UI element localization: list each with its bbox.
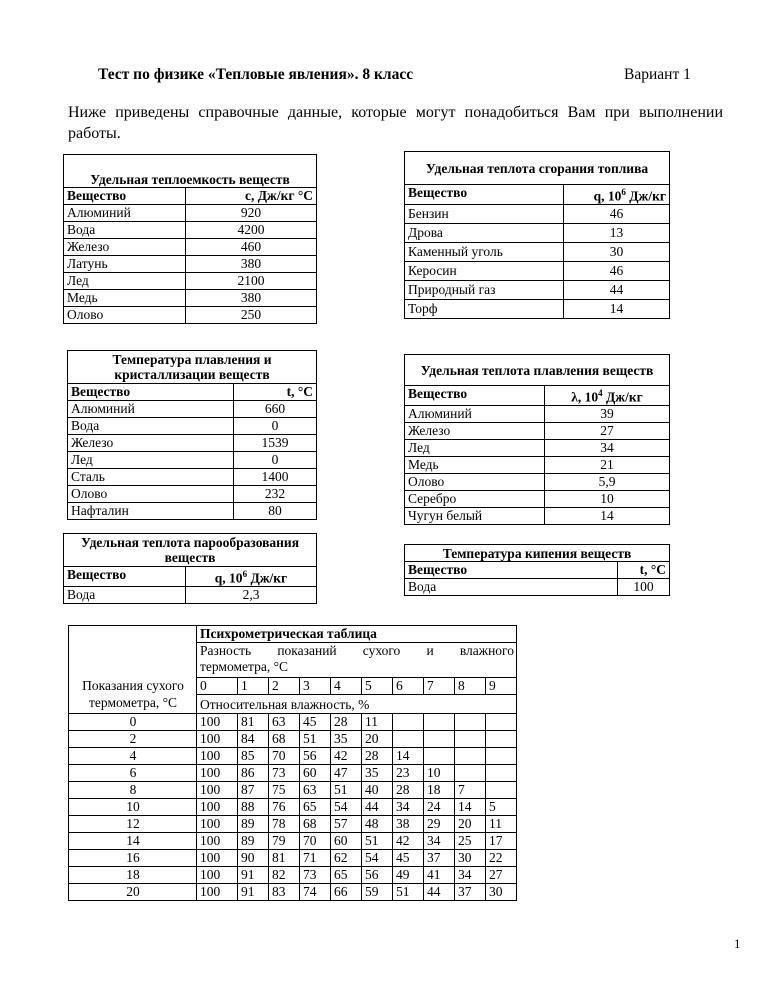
substance-cell: Алюминий xyxy=(405,405,545,422)
humidity-cell: 68 xyxy=(300,816,331,833)
combustion-col2: q, $10^6$ Дж/кг xyxy=(564,185,670,205)
humidity-cell: 10 xyxy=(424,765,455,782)
substance-cell: Олово xyxy=(64,307,186,324)
difference-cell: 5 xyxy=(362,678,393,695)
humidity-cell: 25 xyxy=(455,833,486,850)
humidity-cell: 34 xyxy=(424,833,455,850)
humidity-cell: 100 xyxy=(197,799,238,816)
humidity-cell: 65 xyxy=(331,867,362,884)
humidity-cell: 89 xyxy=(238,816,269,833)
humidity-cell: 78 xyxy=(269,816,300,833)
substance-cell: Лед xyxy=(64,273,186,290)
substance-cell: Керосин xyxy=(405,261,564,280)
fusion-row xyxy=(405,405,670,422)
value-cell: 380 xyxy=(186,256,317,273)
humidity-cell: 56 xyxy=(362,867,393,884)
psychrometric-row xyxy=(69,748,517,765)
substance-cell: Торф xyxy=(405,299,564,318)
humidity-cell: 42 xyxy=(331,748,362,765)
fusion-row xyxy=(405,490,670,507)
substance-cell: Вода xyxy=(405,579,618,596)
value-cell: 380 xyxy=(186,290,317,307)
substance-cell: Олово xyxy=(68,486,234,503)
value-cell: 2,3 xyxy=(186,586,317,603)
substance-cell: Сталь xyxy=(68,469,234,486)
value-cell: 14 xyxy=(545,507,670,524)
humidity-cell: 49 xyxy=(393,867,424,884)
value-cell: 0 xyxy=(234,452,317,469)
substance-cell: Железо xyxy=(405,422,545,439)
humidity-cell: 100 xyxy=(197,833,238,850)
substance-cell: Бензин xyxy=(405,204,564,223)
fusion-row xyxy=(405,422,670,439)
vaporization-col2: q, $10^6$ Дж/кг xyxy=(186,567,317,587)
dry-temp-cell: 2 xyxy=(69,731,197,748)
combustion-col1: Вещество xyxy=(405,185,564,205)
substance-cell: Вода xyxy=(64,586,186,603)
humidity-cell: 42 xyxy=(393,833,424,850)
psychrometric-caption: Психрометрическая таблица xyxy=(197,626,517,643)
boiling-row xyxy=(405,579,670,596)
value-cell: 1400 xyxy=(234,469,317,486)
combustion-row xyxy=(405,261,670,280)
humidity-cell: 14 xyxy=(455,799,486,816)
humidity-cell: 73 xyxy=(300,867,331,884)
substance-cell: Нафталин xyxy=(68,503,234,520)
humidity-cell: 100 xyxy=(197,782,238,799)
page-number: 1 xyxy=(734,936,741,951)
vaporization-table xyxy=(63,533,317,604)
humidity-cell: 11 xyxy=(362,714,393,731)
substance-cell: Латунь xyxy=(64,256,186,273)
humidity-cell: 85 xyxy=(238,748,269,765)
substance-cell: Каменный уголь xyxy=(405,242,564,261)
vaporization-row xyxy=(64,586,317,603)
dry-temp-cell: 14 xyxy=(69,833,197,850)
humidity-cell: 71 xyxy=(300,850,331,867)
value-cell: 660 xyxy=(234,401,317,418)
heat-capacity-row xyxy=(64,222,317,239)
value-cell: 13 xyxy=(564,223,670,242)
value-cell: 27 xyxy=(545,422,670,439)
humidity-cell: 60 xyxy=(331,833,362,850)
heat-capacity-row xyxy=(64,290,317,307)
humidity-cell: 91 xyxy=(238,884,269,901)
humidity-cell: 23 xyxy=(393,765,424,782)
boiling-col2: t, °С xyxy=(618,562,670,579)
heat-capacity-row xyxy=(64,273,317,290)
humidity-cell: 60 xyxy=(300,765,331,782)
fusion-row xyxy=(405,473,670,490)
humidity-cell: 7 xyxy=(455,782,486,799)
difference-header: Разность показаний сухого и влажного термометра, °С xyxy=(197,643,517,678)
humidity-cell xyxy=(486,748,517,765)
humidity-cell: 51 xyxy=(393,884,424,901)
variant-label: Вариант 1 xyxy=(624,66,691,83)
difference-cell: 7 xyxy=(424,678,455,695)
humidity-cell: 100 xyxy=(197,850,238,867)
combustion-row xyxy=(405,242,670,261)
humidity-cell: 63 xyxy=(269,714,300,731)
humidity-cell: 87 xyxy=(238,782,269,799)
humidity-cell: 51 xyxy=(300,731,331,748)
value-cell: 232 xyxy=(234,486,317,503)
fusion-col2: λ, $10^4$ Дж/кг xyxy=(545,386,670,406)
heat-capacity-col2: c, Дж/кг °С xyxy=(186,188,317,205)
fusion-row xyxy=(405,439,670,456)
psychrometric-row xyxy=(69,884,517,901)
humidity-cell: 54 xyxy=(362,850,393,867)
fusion-caption: Удельная теплота плавления веществ xyxy=(405,355,670,386)
substance-cell: Олово xyxy=(405,473,545,490)
dry-temp-cell: 4 xyxy=(69,748,197,765)
combustion-caption: Удельная теплота сгорания топлива xyxy=(405,152,670,185)
humidity-cell: 83 xyxy=(269,884,300,901)
combustion-table xyxy=(404,151,670,319)
humidity-cell: 56 xyxy=(300,748,331,765)
difference-cell: 6 xyxy=(393,678,424,695)
humidity-cell: 14 xyxy=(393,748,424,765)
value-cell: 5,9 xyxy=(545,473,670,490)
humidity-cell: 100 xyxy=(197,748,238,765)
psychrometric-row xyxy=(69,799,517,816)
intro-text: Ниже приведены справочные данные, которые могут понадобиться Вам при выполнении работы. xyxy=(68,104,723,142)
boiling-col1: Вещество xyxy=(405,562,618,579)
psychrometric-row xyxy=(69,731,517,748)
humidity-cell: 91 xyxy=(238,867,269,884)
psychrometric-row xyxy=(69,816,517,833)
humidity-cell: 54 xyxy=(331,799,362,816)
dry-temp-cell: 16 xyxy=(69,850,197,867)
value-cell: 46 xyxy=(564,204,670,223)
value-cell: 920 xyxy=(186,205,317,222)
humidity-cell: 88 xyxy=(238,799,269,816)
humidity-cell: 100 xyxy=(197,867,238,884)
difference-cell: 8 xyxy=(455,678,486,695)
psychrometric-row xyxy=(69,765,517,782)
humidity-cell: 73 xyxy=(269,765,300,782)
substance-cell: Лед xyxy=(405,439,545,456)
boiling-caption: Температура кипения веществ xyxy=(405,545,670,562)
humidity-cell xyxy=(486,782,517,799)
dry-temp-cell: 6 xyxy=(69,765,197,782)
value-cell: 0 xyxy=(234,418,317,435)
substance-cell: Дрова xyxy=(405,223,564,242)
humidity-cell: 76 xyxy=(269,799,300,816)
substance-cell: Лед xyxy=(68,452,234,469)
humidity-cell: 30 xyxy=(455,850,486,867)
heat-capacity-caption: Удельная теплоемкость веществ xyxy=(64,155,317,188)
heat-capacity-col1: Вещество xyxy=(64,188,186,205)
humidity-cell xyxy=(455,731,486,748)
fusion-row xyxy=(405,456,670,473)
dry-thermometer-header: Показания сухого термометра, °С xyxy=(69,626,197,714)
humidity-cell: 75 xyxy=(269,782,300,799)
psychrometric-row xyxy=(69,850,517,867)
humidity-cell: 28 xyxy=(362,748,393,765)
melting-temp-row xyxy=(68,401,317,418)
psychrometric-table xyxy=(68,625,517,901)
humidity-cell: 51 xyxy=(362,833,393,850)
psychrometric-row xyxy=(69,867,517,884)
substance-cell: Природный газ xyxy=(405,280,564,299)
humidity-cell: 79 xyxy=(269,833,300,850)
combustion-row xyxy=(405,299,670,318)
humidity-cell: 20 xyxy=(362,731,393,748)
vaporization-caption: Удельная теплота парообразования веществ xyxy=(64,534,317,567)
humidity-cell: 65 xyxy=(300,799,331,816)
value-cell: 4200 xyxy=(186,222,317,239)
value-cell: 30 xyxy=(564,242,670,261)
humidity-cell xyxy=(424,731,455,748)
value-cell: 39 xyxy=(545,405,670,422)
humidity-cell: 51 xyxy=(331,782,362,799)
value-cell: 34 xyxy=(545,439,670,456)
humidity-cell: 82 xyxy=(269,867,300,884)
humidity-cell: 41 xyxy=(424,867,455,884)
substance-cell: Железо xyxy=(64,239,186,256)
humidity-cell xyxy=(455,748,486,765)
humidity-cell: 35 xyxy=(362,765,393,782)
substance-cell: Медь xyxy=(405,456,545,473)
humidity-cell: 5 xyxy=(486,799,517,816)
melting-temp-row xyxy=(68,486,317,503)
humidity-cell: 66 xyxy=(331,884,362,901)
humidity-cell: 81 xyxy=(238,714,269,731)
value-cell: 460 xyxy=(186,239,317,256)
substance-cell: Алюминий xyxy=(64,205,186,222)
substance-cell: Алюминий xyxy=(68,401,234,418)
humidity-cell: 40 xyxy=(362,782,393,799)
humidity-cell: 27 xyxy=(486,867,517,884)
value-cell: 1539 xyxy=(234,435,317,452)
humidity-cell xyxy=(486,731,517,748)
humidity-cell: 57 xyxy=(331,816,362,833)
value-cell: 80 xyxy=(234,503,317,520)
dry-temp-cell: 12 xyxy=(69,816,197,833)
humidity-cell: 100 xyxy=(197,714,238,731)
dry-temp-cell: 0 xyxy=(69,714,197,731)
humidity-cell xyxy=(455,714,486,731)
combustion-row xyxy=(405,223,670,242)
value-cell: 44 xyxy=(564,280,670,299)
value-cell: 250 xyxy=(186,307,317,324)
melting-temp-row xyxy=(68,469,317,486)
melting-temp-row xyxy=(68,435,317,452)
difference-cell: 4 xyxy=(331,678,362,695)
humidity-cell: 20 xyxy=(455,816,486,833)
difference-cell: 9 xyxy=(486,678,517,695)
value-cell: 21 xyxy=(545,456,670,473)
psychrometric-row xyxy=(69,833,517,850)
dry-temp-cell: 8 xyxy=(69,782,197,799)
combustion-row xyxy=(405,204,670,223)
dry-temp-cell: 10 xyxy=(69,799,197,816)
value-cell: 10 xyxy=(545,490,670,507)
dry-temp-cell: 20 xyxy=(69,884,197,901)
humidity-cell: 100 xyxy=(197,765,238,782)
humidity-cell: 37 xyxy=(455,884,486,901)
humidity-cell: 45 xyxy=(300,714,331,731)
humidity-cell: 37 xyxy=(424,850,455,867)
humidity-cell: 81 xyxy=(269,850,300,867)
humidity-cell: 70 xyxy=(269,748,300,765)
humidity-cell: 44 xyxy=(424,884,455,901)
boiling-table xyxy=(404,544,670,596)
melting-temp-row xyxy=(68,418,317,435)
difference-cell: 0 xyxy=(197,678,238,695)
humidity-cell: 30 xyxy=(486,884,517,901)
fusion-row xyxy=(405,507,670,524)
melting-temp-col1: Вещество xyxy=(68,384,234,401)
substance-cell: Вода xyxy=(64,222,186,239)
value-cell: 100 xyxy=(618,579,670,596)
psychrometric-row xyxy=(69,782,517,799)
humidity-cell: 38 xyxy=(393,816,424,833)
dry-temp-cell: 18 xyxy=(69,867,197,884)
humidity-cell: 47 xyxy=(331,765,362,782)
humidity-cell: 59 xyxy=(362,884,393,901)
melting-temp-table xyxy=(67,350,317,520)
humidity-cell: 86 xyxy=(238,765,269,782)
humidity-cell: 74 xyxy=(300,884,331,901)
substance-cell: Железо xyxy=(68,435,234,452)
heat-capacity-row xyxy=(64,307,317,324)
fusion-col1: Вещество xyxy=(405,386,545,406)
heat-capacity-row xyxy=(64,205,317,222)
combustion-row xyxy=(405,280,670,299)
value-cell: 14 xyxy=(564,299,670,318)
substance-cell: Вода xyxy=(68,418,234,435)
humidity-cell xyxy=(424,748,455,765)
humidity-cell: 68 xyxy=(269,731,300,748)
humidity-cell: 18 xyxy=(424,782,455,799)
humidity-cell: 100 xyxy=(197,884,238,901)
humidity-cell: 90 xyxy=(238,850,269,867)
humidity-cell: 44 xyxy=(362,799,393,816)
humidity-cell: 62 xyxy=(331,850,362,867)
humidity-cell: 34 xyxy=(393,799,424,816)
value-cell: 46 xyxy=(564,261,670,280)
humidity-cell xyxy=(424,714,455,731)
melting-temp-row xyxy=(68,503,317,520)
heat-capacity-row xyxy=(64,239,317,256)
humidity-cell: 29 xyxy=(424,816,455,833)
melting-temp-col2: t, °С xyxy=(234,384,317,401)
humidity-cell: 45 xyxy=(393,850,424,867)
humidity-cell xyxy=(393,731,424,748)
humidity-cell xyxy=(486,765,517,782)
humidity-cell: 24 xyxy=(424,799,455,816)
difference-cell: 3 xyxy=(300,678,331,695)
humidity-cell: 89 xyxy=(238,833,269,850)
melting-temp-row xyxy=(68,452,317,469)
humidity-cell: 17 xyxy=(486,833,517,850)
substance-cell: Чугун белый xyxy=(405,507,545,524)
humidity-cell: 34 xyxy=(455,867,486,884)
humidity-cell xyxy=(393,714,424,731)
heat-capacity-row xyxy=(64,256,317,273)
humidity-cell: 84 xyxy=(238,731,269,748)
humidity-label: Относительная влажность, % xyxy=(197,695,517,714)
fusion-table xyxy=(404,354,670,525)
humidity-cell: 22 xyxy=(486,850,517,867)
humidity-cell: 11 xyxy=(486,816,517,833)
difference-cell: 1 xyxy=(238,678,269,695)
vaporization-col1: Вещество xyxy=(64,567,186,587)
humidity-cell: 48 xyxy=(362,816,393,833)
humidity-cell: 100 xyxy=(197,731,238,748)
value-cell: 2100 xyxy=(186,273,317,290)
substance-cell: Медь xyxy=(64,290,186,307)
substance-cell: Серебро xyxy=(405,490,545,507)
humidity-cell xyxy=(455,765,486,782)
humidity-cell: 28 xyxy=(393,782,424,799)
melting-temp-caption: Температура плавления и кристаллизации веществ xyxy=(68,351,317,384)
humidity-cell: 63 xyxy=(300,782,331,799)
humidity-cell: 35 xyxy=(331,731,362,748)
humidity-cell xyxy=(486,714,517,731)
humidity-cell: 100 xyxy=(197,816,238,833)
humidity-cell: 28 xyxy=(331,714,362,731)
humidity-cell: 70 xyxy=(300,833,331,850)
psychrometric-row xyxy=(69,714,517,731)
heat-capacity-table xyxy=(63,154,317,324)
difference-cell: 2 xyxy=(269,678,300,695)
page-title: Тест по физике «Тепловые явления». 8 класс xyxy=(98,66,414,83)
